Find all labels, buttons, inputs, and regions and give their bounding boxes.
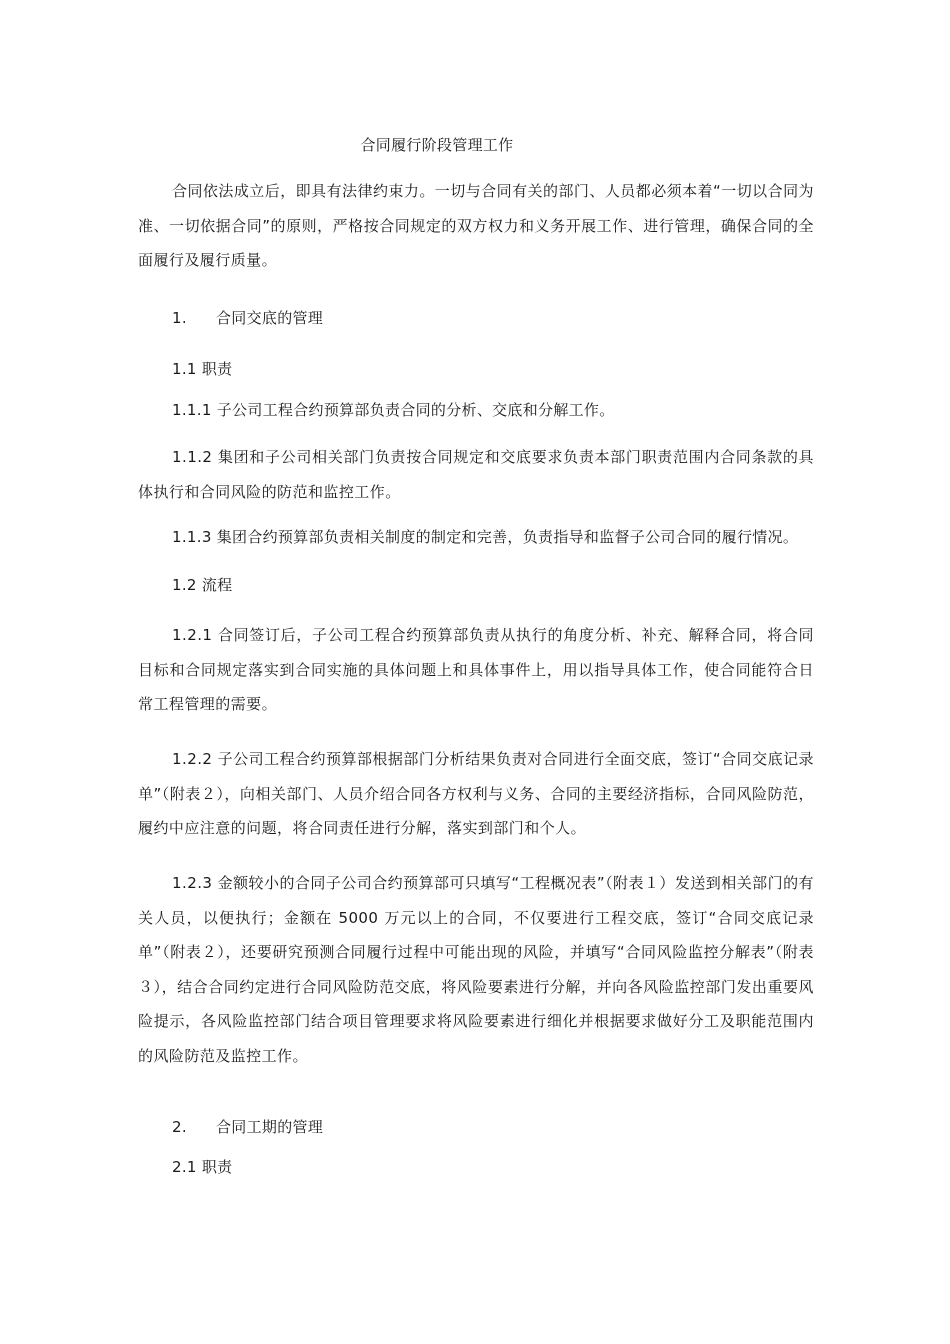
section-2-1-heading: 2.1 职责 [172,1158,233,1176]
clause-1-1-1: 1.1.1 子公司工程合约预算部负责合同的分析、交底和分解工作。 [172,401,615,419]
section-1-heading [172,308,323,328]
section-1-2-heading: 1.2 流程 [172,576,233,594]
clause-1-2-2: 1.2.2 子公司工程合约预算部根据部门分析结果负责对合同进行全面交底，签订“合同交底记录单”（附表２），向相关部门、人员介绍合同各方权利与义务、合同的主要经济指标，合同风险防范，履约中应注意的问题，将合同责任进行分解，落实到部门和个人。 [138,750,814,837]
clause-1-1-2: 1.1.2 集团和子公司相关部门负责按合同规定和交底要求负责本部门职责范围内合同条款的具体执行和合同风险的防范和监控工作。 [138,448,814,501]
section-2-heading [172,1117,323,1137]
section-1-1-heading: 1.1 职责 [172,360,233,378]
clause-1-2-1: 1.2.1 合同签订后，子公司工程合约预算部负责从执行的角度分析、补充、解释合同，将合同目标和合同规定落实到合同实施的具体问题上和具体事件上，用以指导具体工作，使合同能符合日常工程管理的需要。 [138,626,814,713]
document-title: 合同履行阶段管理工作 [360,136,514,154]
section-1-number: 1. [172,309,187,327]
clause-1-1-3: 1.1.3 集团合约预算部负责相关制度的制定和完善，负责指导和监督子公司合同的履行情况。 [172,528,799,546]
section-2-number: 2. [172,1118,187,1136]
intro-paragraph: 合同依法成立后，即具有法律约束力。一切与合同有关的部门、人员都必须本着“一切以合同为准、一切依据合同”的原则，严格按合同规定的双方权力和义务开展工作、进行管理，确保合同的全面履行及履行质量。 [138,182,814,269]
section-1-title: 合同交底的管理 [216,309,324,327]
section-2-title: 合同工期的管理 [216,1118,324,1136]
clause-1-2-3: 1.2.3 金额较小的合同子公司合约预算部可只填写“工程概况表”（附表１）发送到相关部门的有关人员，以便执行；金额在 5000 万元以上的合同，不仅要进行工程交底，签订“合同交底记录单”（附表２），还要研究预测合同履行过程中可能出现的风险，并填写“合同风险监控分解表”（附表３），结合合同约定进行合同风险防范交底，将风险要素进行分解，并向各风险监控部门发出重要风险提示，各风险监控部门结合项目管理要求将风险要素进行细化并根据要求做好分工及职能范围内的风险防范及监控工作。 [138,874,814,1065]
